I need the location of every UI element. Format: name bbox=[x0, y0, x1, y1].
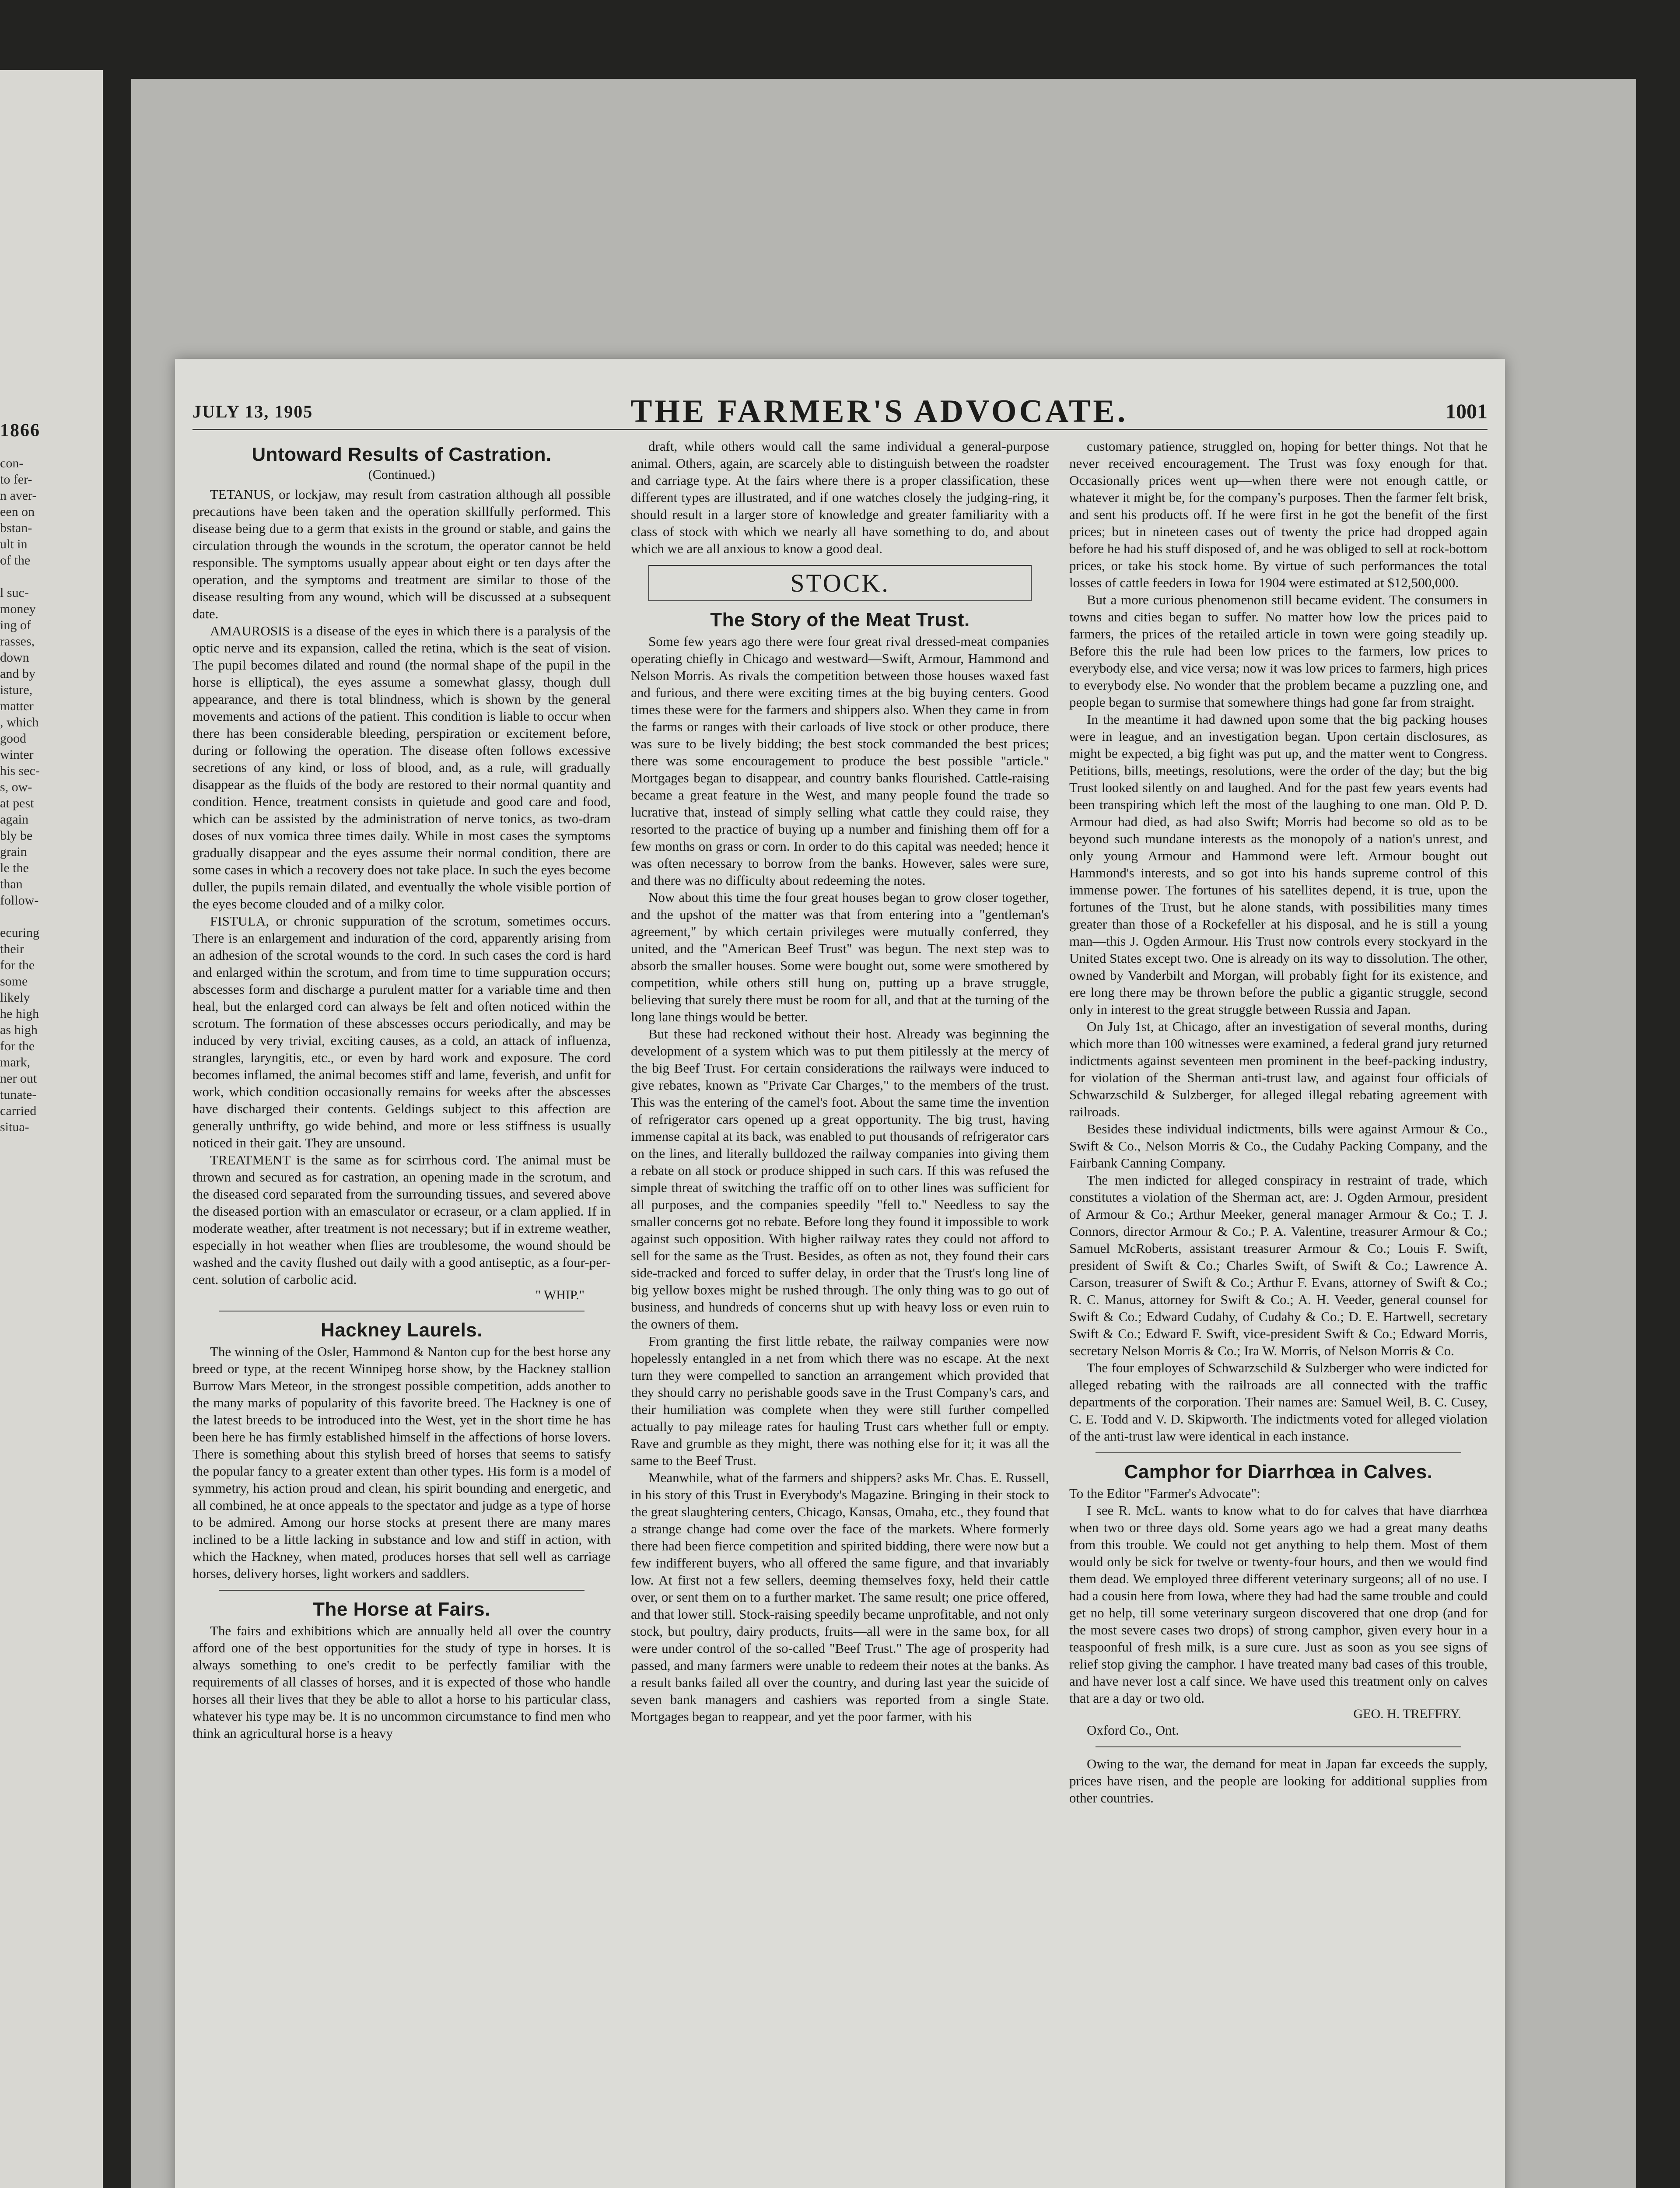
fragment-line: and by bbox=[0, 666, 35, 681]
article-headline-camphor: Camphor for Diarrhœa in Calves. bbox=[1124, 1461, 1433, 1483]
fragment-line: for the bbox=[0, 1039, 35, 1053]
fragment-line: rasses, bbox=[0, 634, 35, 649]
paragraph: TREATMENT is the same as for scirrhous cord. The animal must be thrown and secured as for castration, an opening made in the scrotum, and the diseased cord separated from the surrounding tissues, and severed above the diseased portion with an emasculator or ecraseur, or a clam applied. If in moderate weather, after treatment is not necessary; but if in extreme weather, especially in hot weather when flies are troublesome, the wound should be washed and the cavity flushed out daily with a good antiseptic, as a four-per-cent. solution of carbolic acid. bbox=[192, 1152, 611, 1287]
paragraph: TETANUS, or lockjaw, may result from castration although all possible precautions have been taken and the operation skillfully performed. This disease being due to a germ that exists in the ground or stable, and gains the circulation through the wounds in the scrotum, the operator cannot be held responsible. The symptoms usually appear about eight or ten days after the operation, and the symptoms and treatment are similar to those of the disease resulting from any wound, which will be discussed at a subsequent date. bbox=[192, 487, 611, 621]
fragment-line: bly be bbox=[0, 828, 33, 843]
fragment-line: as high bbox=[0, 1023, 38, 1037]
paragraph: But these had reckoned without their host. Already was beginning the development of a system which was to put them pitilessly at the mercy of the big Beef Trust. For certain considerations the railways were induced to give rebates, known as "Private Car Charges," to the members of the trust. This was the entering of the camel's foot. About the same time the invention of refrigerator cars opened up a great opportunity. The big trust, having immense capital at its back, was enabled to put thousands of refrigerator cars on the lines, and literally bulldozed the railway companies into giving them a rebate on all stock or produce shipped in such cars. If this was refused the simple threat of switching the traffic off on to other lines was sufficient for all purposes, and the companies speedily "fell to." Needless to say the smaller concerns got no rebate. Before long they found it impossible to work against such opposition. With higher railway rates they could not afford to sell for the same as the Trust. Besides, as often as not, they found their cars side-tracked and forced to suffer delay, in order that the Trust's long line of big yellow boxes might be rushed through. The only thing was to go out of business, and hundreds of concerns shut up with heavy loss or even ruin to the owners of them. bbox=[631, 1026, 1049, 1332]
adjacent-page-fragment bbox=[0, 70, 103, 2188]
paragraph: Some few years ago there were four great rival dressed-meat companies operating chiefly in Chicago and westward—Swift, Armour, Hammond and Nelson Morris. As rivals the competition between those houses waxed fast and furious, and there were exciting times at the big buying centers. Good times these were for the farmers and shippers also. When they came in from the farms or ranges with their carloads of live stock or other produce, there was sure to be lively bidding; the best stock commanded the best prices; there was some encouragement to produce the best possible "article." Mortgages began to disappear, and country banks flourished. Cattle-raising became a great feature in the West, and many people found the trade so lucrative that, instead of simply selling what cattle they could raise, they resorted to the practice of buying up a number and finishing them off for a few months on grass or corn. In order to do this capital was needed; hence it was often necessary to borrow from the banks. However, sales were sure, and there was no difficulty about redeeming the notes. bbox=[631, 634, 1049, 888]
fragment-line: ult in bbox=[0, 537, 28, 551]
column-1 bbox=[192, 438, 611, 2188]
continued-label: (Continued.) bbox=[368, 467, 435, 482]
article-headline-castration: Untoward Results of Castration. bbox=[252, 444, 552, 465]
fragment-line: s, ow- bbox=[0, 780, 32, 794]
fragment-line: mark, bbox=[0, 1055, 31, 1069]
column-3 bbox=[1069, 438, 1488, 2188]
article-headline-meat-trust: The Story of the Meat Trust. bbox=[710, 609, 970, 631]
article-headline-horse-at-fairs: The Horse at Fairs. bbox=[313, 1599, 490, 1620]
fragment-line: con- bbox=[0, 456, 24, 470]
author-signature: GEO. H. TREFFRY. bbox=[1353, 1707, 1461, 1721]
fragment-line: een on bbox=[0, 505, 35, 519]
fragment-page-number: 1866 bbox=[0, 421, 40, 441]
article-headline-hackney: Hackney Laurels. bbox=[321, 1319, 483, 1341]
fragment-line: tunate- bbox=[0, 1087, 37, 1102]
paragraph: The four employes of Schwarzschild & Sulzberger who were indicted for alleged rebating with the railroads are all connected with the traffic departments of the corporation. Their names are: Samuel Weil, B. C. Cusey, C. E. Todd and V. D. Skipworth. The indictments voted for alleged violation of the anti-trust law were identical in each instance. bbox=[1069, 1360, 1488, 1444]
page-header bbox=[192, 394, 1488, 430]
salutation: To the Editor "Farmer's Advocate": bbox=[1069, 1486, 1260, 1501]
fragment-line: good bbox=[0, 731, 26, 746]
fragment-line: matter bbox=[0, 699, 34, 713]
fragment-line: at pest bbox=[0, 796, 34, 810]
fragment-line: likely bbox=[0, 990, 30, 1005]
fragment-line: bstan- bbox=[0, 521, 32, 535]
fragment-line: l suc- bbox=[0, 586, 29, 600]
paragraph: The fairs and exhibitions which are annually held all over the country afford one of the best opportunities for the study of type in horses. It is always something to one's credit to be perfectly familiar with the requirements of all classes of horses, and it is expected of those who handle horses all their lives that they be able to allot a horse to his particular class, whatever his type may be. It is no uncommon circumstance to find men who think an agricultural horse is a heavy bbox=[192, 1623, 611, 1741]
paragraph: customary patience, struggled on, hoping for better things. Not that he never received encouragement. The Trust was foxy enough for that. Occasionally prices went up—when there were not enough cattle, or whatever it might be, for the company's purposes. Then the farmer felt brisk, and sent his products off. If he were first in he got the benefit of the first prices; but in nineteen cases out of twenty the price had dropped again before he had his stuff disposed of, and he was obliged to sell at rock-bottom prices, or take his stock home. By virtue of such performances the total losses of cattle feeders in Iowa for 1904 were estimated at $12,500,000. bbox=[1069, 438, 1488, 590]
paragraph: Meanwhile, what of the farmers and shippers? asks Mr. Chas. E. Russell, in his story of this Trust in Everybody's Magazine. Bringing in their stock to the great slaughtering centers, Chicago, Kansas, Omaha, etc., they found that a strange change had come over the face of the markets. Where formerly there had been fierce competition and spirited bidding, there were now but a few indifferent buyers, who all offered the same figure, and that invariably low. At first not a few sellers, deeming themselves foxy, held their cattle over, or sent them on to a further market. The same result; one price offered, and that lower still. Stock-raising speedily became unprofitable, and not only stock, but poultry, dairy products, fruits—all were in the same box, for all were under control of the so-called "Beef Trust." The age of prosperity had passed, and many farmers were unable to redeem their notes at the banks. As a result banks failed all over the country, and during last year the suicide of seven bank managers and cashiers was reported from a single State. Mortgages began to reappear, and yet the poor farmer, with his bbox=[631, 1470, 1049, 1724]
fragment-line: than bbox=[0, 877, 23, 891]
fragment-line: situa- bbox=[0, 1120, 29, 1134]
fragment-line: carried bbox=[0, 1104, 37, 1118]
fragment-line: ner out bbox=[0, 1071, 37, 1086]
fragment-line: grain bbox=[0, 845, 27, 859]
paragraph: Owing to the war, the demand for meat in Japan far exceeds the supply, prices have risen, and the people are looking for additional supplies from other countries. bbox=[1069, 1756, 1488, 1806]
paragraph: But a more curious phenomenon still became evident. The consumers in towns and cities began to suffer. No matter how low the prices paid to farmers, the prices of the retailed article in town were going steadily up. Before this the rule had been low prices to the farmers, low prices to everybody else, and vice versa; now it was low prices to farmers, high prices to everybody else. No wonder that the problem became a puzzling one, and people began to surmise that somewhere things had gone far from straight. bbox=[1069, 592, 1488, 710]
column-2 bbox=[631, 438, 1049, 2188]
fragment-line: ing of bbox=[0, 618, 31, 632]
paragraph: On July 1st, at Chicago, after an investigation of several months, during which more than 100 witnesses were examined, a federal grand jury returned indictments against seventeen men prominent in the beef-packing industry, for violation of the Sherman anti-trust law, and against four officials of Schwarzschild & Sulzberger, for alleged illegal rebating agreement with railroads. bbox=[1069, 1019, 1488, 1119]
paragraph: The men indicted for alleged conspiracy in restraint of trade, which constitutes a violation of the Sherman act, are: J. Ogden Armour, president of Armour & Co.; Arthur Meeker, general manager Armour & Co.; T. J. Connors, director Armour & Co.; P. A. Valentine, treasurer Armour & Co.; Samuel McRoberts, assistant treasurer Armour & Co.; Louis F. Swift, president of Swift & Co.; Charles Swift, of Swift & Co.; Lawrence A. Carson, treasurer of Swift & Co.; Arthur F. Evans, attorney of Swift & Co.; R. C. Manus, attorney for Swift & Co.; A. H. Veeder, general counsel for Swift & Co.; Edward Cudahy, of Cudahy & Co.; D. E. Hartwell, secretary Swift & Co.; Edward F. Swift, vice-president Swift & Co.; Edward Morris, secretary Nelson Morris & Co.; Ira W. Morris, of Nelson Morris & Co. bbox=[1069, 1172, 1488, 1358]
fragment-line: follow- bbox=[0, 893, 39, 908]
fragment-line: winter bbox=[0, 747, 34, 762]
fragment-line: for the bbox=[0, 958, 35, 972]
text-columns bbox=[192, 438, 1488, 2188]
author-signature: " WHIP." bbox=[535, 1288, 584, 1302]
fragment-line: again bbox=[0, 812, 28, 827]
fragment-line: to fer- bbox=[0, 472, 32, 487]
fragment-line: of the bbox=[0, 553, 31, 568]
paragraph: AMAUROSIS is a disease of the eyes in which there is a paralysis of the optic nerve and its expansion, called the retina, which is the seat of vision. The pupil becomes dilated and round (the normal shape of the pupil in the horse is elliptical), the eyes assume a somewhat glassy, though dull appearance, and there is total blindness, which is shown by the general movements and actions of the patient. This condition is liable to occur when there has been considerable bleeding, perspiration or excitement before, during or following the operation. The disease often follows excessive secretions of any kind, or loss of blood, and, as a rule, will gradually disappear as the fluids of the body are restored to their normal quantity and condition. Hence, treatment consists in quietude and good care and food, which can be assisted by the administration of nerve tonics, as two-dram doses of nux vomica three times daily. While in most cases the symptoms gradually disappear and the eyes assume their normal condition, there are some cases in which a recovery does not take place. In such the eyes become duller, the pupils remain dilated, and eventually the whole visible portion of the eyes become clouded and of a milky color. bbox=[192, 623, 611, 912]
fragment-line: le the bbox=[0, 861, 29, 875]
fragment-line: he high bbox=[0, 1006, 39, 1021]
divider bbox=[1096, 1452, 1461, 1453]
fragment-line: , which bbox=[0, 715, 39, 729]
issue-date: JULY 13, 1905 bbox=[192, 401, 313, 421]
paragraph: The winning of the Osler, Hammond & Nanton cup for the best horse any breed or type, at the recent Winnipeg horse show, by the Hackney stallion Burrow Mars Meteor, in the strongest possible competition, adds another to the many marks of popularity of this favorite breed. The Hackney is one of the latest breeds to be introduced into the West, yet in the short time he has been here he has firmly established himself in the affections of horse lovers. There is something about this stylish breed of horses that seems to satisfy the popular fancy to a greater extent than other types. His form is a model of symmetry, his action proud and clean, his spirit bounding and energetic, and all combined, he at once appeals to the spectator and judge as a type of horse to be admired. Among our horse stocks at present there are many mares inclined to be a little lacking in substance and low and stiff in action, with which the Hackney, when mated, produces horses that sell well as carriage horses, delivery horses, light workers and saddlers. bbox=[192, 1344, 611, 1581]
fragment-line: down bbox=[0, 650, 29, 665]
fragment-line: some bbox=[0, 974, 28, 989]
fragment-line: his sec- bbox=[0, 764, 40, 778]
newspaper-page bbox=[175, 359, 1505, 2188]
fragment-line: isture, bbox=[0, 683, 33, 697]
paragraph: From granting the first little rebate, the railway companies were now hopelessly entangled in a net from which there was no escape. At the next turn they were compelled to sanction an arrangement which provided that they should carry no perishable goods save in the Trust Company's cars, and their humiliation was complete when they were still further compelled actually to pay mileage rates for hauling Trust cars whether full or empty. Rave and grumble as they might, there was nothing else for it; it was all the same to the Beef Trust. bbox=[631, 1333, 1049, 1468]
divider bbox=[1096, 1746, 1461, 1747]
page-number: 1001 bbox=[1445, 400, 1488, 423]
fragment-line: ecuring bbox=[0, 926, 39, 940]
paragraph: FISTULA, or chronic suppuration of the scrotum, sometimes occurs. There is an enlargement and induration of the cord, apparently arising from an adhesion of the scrotal wounds to the cord. In such cases the cord is hard and enlarged within the scrotum, and from time to time suppuration occurs; abscesses form and discharge a purulent matter for a variable time and then heal, but the enlarged cord can always be felt and often noticed within the scrotum. The formation of these abscesses occurs periodically, and may be induced by very trivial, exciting causes, as a cold, an attack of influenza, strangles, laryngitis, etc., or even by hard work and exposure. The cord becomes inflamed, the animal becomes stiff and lame, feverish, and unfit for work, which condition occasionally remains for weeks after the abscesses have discharged their contents. Geldings subject to this affection are generally unthrifty, go wide behind, and more or less stiffness is usually noticed in their gait. They are unsound. bbox=[192, 913, 611, 1150]
paragraph: Now about this time the four great houses began to grow closer together, and the upshot of the matter was that from entering into a "gentleman's agreement," by which certain privileges were mutually conferred, they united, and the "American Beef Trust" was begun. The next step was to absorb the smaller houses. Some were bought out, some were smothered by competition, while others still hung on, putting up a brave struggle, believing that surely there must be room for all, and that at the turning of the long lane things would be better. bbox=[631, 890, 1049, 1024]
divider bbox=[219, 1590, 584, 1591]
section-heading-stock: STOCK. bbox=[648, 565, 1032, 601]
paragraph: Besides these individual indictments, bills were against Armour & Co., Swift & Co., Nelson Morris & Co., the Cudahy Packing Company, and the Fairbank Canning Company. bbox=[1069, 1121, 1488, 1171]
masthead-title: THE FARMER'S ADVOCATE. bbox=[630, 393, 1128, 429]
paragraph: I see R. McL. wants to know what to do for calves that have diarrhœa when two or three days old. Some years ago we had a great many deaths from this trouble. We could not get anything to help them. Most of them would only be sick for twelve or twenty-four hours, and then we would find them dead. We employed three different veterinary surgeons; all of no use. I had a cousin here from Iowa, where they had had the same trouble and could get no help, till some veterinary surgeon discovered that one drop (and for the most severe cases two drops) of strong camphor, given every hour in a teaspoonful of fresh milk, is a sure cure. Just as soon as you see signs of relief stop giving the camphor. I have treated many bad cases of this trouble, and have never lost a calf since. We have used this treatment only on calves that are a day or two old. bbox=[1069, 1503, 1488, 1706]
fragment-line: their bbox=[0, 942, 24, 956]
paragraph: draft, while others would call the same individual a general-purpose animal. Others, again, are scarcely able to distinguish between the roadster and carriage type. At the fairs where there is a proper classification, these different types are illustrated, and if one watches closely the judging-ring, it should result in a larger store of knowledge and greater familiarity with a class of stock with which we nearly all have something to do, and about which we are all anxious to know a good deal. bbox=[631, 438, 1049, 556]
paragraph: In the meantime it had dawned upon some that the big packing houses were in league, and an investigation began. Upon certain disclosures, as might be expected, a big fight was put up, and the matter went to Congress. Petitions, bills, meetings, resolutions, were the order of the day; but the big Trust looked silently on and laughed. And for the past few years events had been transpiring which left the most of the laughing to one man. Old P. D. Armour had died, as had also Swift; Morris had become so old as to be beyond such mundane interests as the monopoly of a nation's unrest, and only young Armour and Hammond were left. Armour bought out Hammond's interests, and so got into his hands supreme control of this immense power. The fortunes of his satellites depend, it is true, upon the fortunes of the Trust, but he alone stands, with possibilities many times greater than those of a Rockefeller at his disposal, and he is still a young man—this J. Ogden Armour. His Trust now controls every stockyard in the United States except two. One is already on its way to dissolution. The other, owned by Vanderbilt and Morgan, will probably fight for its existence, and ere long there may be thrown before the public a gigantic struggle, second only in interest to the great struggle between Russia and Japan. bbox=[1069, 712, 1488, 1017]
fragment-line: money bbox=[0, 602, 36, 616]
fragment-line: n aver- bbox=[0, 488, 37, 503]
author-location: Oxford Co., Ont. bbox=[1087, 1722, 1179, 1738]
